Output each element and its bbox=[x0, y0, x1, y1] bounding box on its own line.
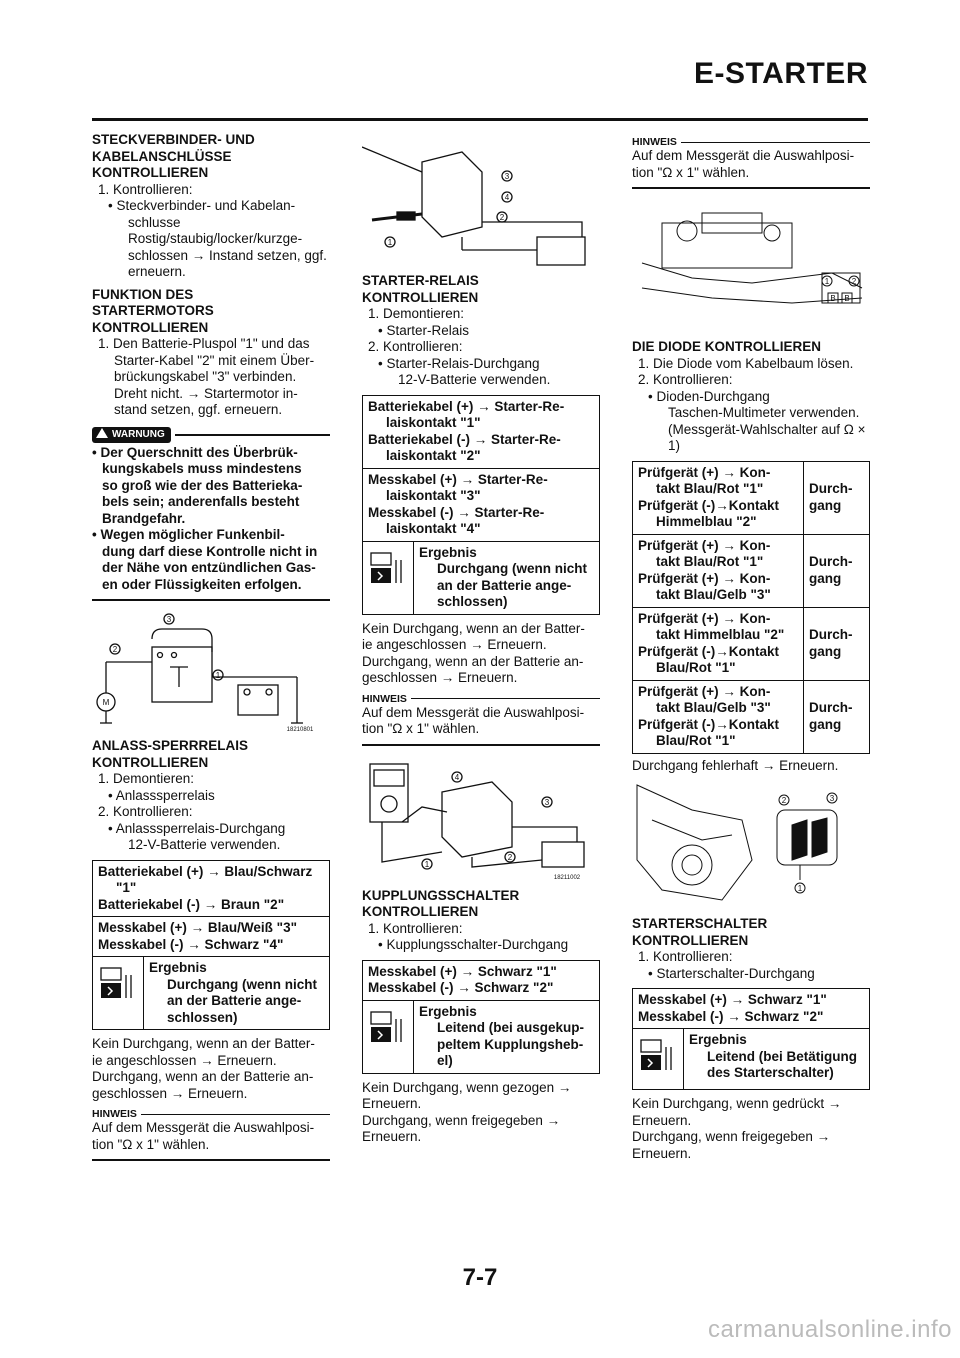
column-1 bbox=[92, 132, 330, 1161]
table-row: Batteriekabel (+) → Starter-Re- laiskontakt "1" Batteriekabel (-) → Starter-Re- laiskontakt "2" bbox=[363, 396, 599, 469]
step: 1. Kontrollieren: bbox=[638, 949, 733, 964]
result-box bbox=[362, 542, 600, 615]
title-rule bbox=[92, 118, 868, 121]
relay-meter-diagram bbox=[362, 752, 600, 882]
bullet: • Starter-Relais-Durchgang bbox=[378, 355, 540, 371]
diode-test-table bbox=[632, 461, 870, 754]
svg-text:2: 2 bbox=[112, 645, 118, 654]
note-box: HINWEIS Auf dem Messgerät die Auswahlposi- tion "Ω x 1" wählen. bbox=[362, 693, 600, 746]
section-heading: STARTER-RELAIS KONTROLLIEREN bbox=[362, 273, 479, 305]
step: 1. Die Diode vom Kabelbaum lösen. bbox=[638, 355, 854, 371]
svg-text:B: B bbox=[830, 294, 836, 303]
svg-text:3: 3 bbox=[544, 797, 550, 807]
svg-text:1: 1 bbox=[387, 238, 393, 247]
starter-motor-diagram bbox=[92, 607, 330, 732]
table-row: Prüfgerät (+) → Kon- takt Himmelblau "2" Prüfgerät (-)→Kontakt Blau/Rot "1" Durch- gang bbox=[633, 608, 869, 681]
bullet: • Starterschalter-Durchgang bbox=[648, 965, 815, 981]
bullet-text: Taschen-Multimeter verwenden. (Messgerät-Wahlschalter auf Ω × 1) bbox=[668, 405, 866, 453]
column-2 bbox=[362, 132, 600, 1146]
warning-badge: WARNUNG bbox=[92, 427, 171, 443]
warning-box bbox=[92, 427, 330, 602]
result-note: Durchgang fehlerhaft → Erneuern. bbox=[632, 757, 839, 773]
multimeter-icon bbox=[640, 1039, 674, 1071]
result-text: Ergebnis Durchgang (wenn nicht an der Batterie ange- schlossen) bbox=[149, 960, 317, 1025]
result-box bbox=[92, 957, 330, 1030]
multimeter-drawing bbox=[370, 764, 408, 822]
svg-text:3: 3 bbox=[504, 172, 510, 181]
result-box bbox=[632, 1029, 870, 1090]
step: 1. Kontrollieren: bbox=[98, 181, 193, 197]
svg-text:4: 4 bbox=[454, 772, 460, 782]
bullet-text: schlusse Rostig/staubig/locker/kurzge- schlossen → Instand setzen, ggf. erneuern. bbox=[128, 214, 327, 279]
section-heading: STARTERSCHALTER KONTROLLIEREN bbox=[632, 916, 768, 948]
section-heading: FUNKTION DES STARTERMOTORS KONTROLLIEREN bbox=[92, 286, 214, 335]
bullet: • Dioden-Durchgang bbox=[648, 388, 770, 404]
result-text: Ergebnis Durchgang (wenn nicht an der Batterie ange- schlossen) bbox=[419, 544, 587, 609]
section-heading: KUPPLUNGSSCHALTER KONTROLLIEREN bbox=[362, 887, 520, 919]
battery-symbol bbox=[238, 685, 278, 715]
relay-box bbox=[152, 647, 212, 702]
note-box: HINWEIS Auf dem Messgerät die Auswahlposi- tion "Ω x 1" wählen. bbox=[92, 1108, 330, 1161]
svg-text:2: 2 bbox=[499, 213, 505, 222]
svg-text:2: 2 bbox=[507, 852, 513, 862]
starter-relay-diagram bbox=[362, 142, 600, 267]
jumper-cable bbox=[152, 629, 212, 652]
battery-symbol bbox=[537, 237, 585, 265]
result-text: Ergebnis Leitend (bei Betätigung des Starterschalter) bbox=[689, 1032, 857, 1080]
svg-text:M: M bbox=[102, 698, 110, 707]
svg-text:B: B bbox=[844, 294, 850, 303]
result-note: Kein Durchgang, wenn an der Batter- ie angeschlossen → Erneuern. Durchgang, wenn an der Batterie an- geschlossen → Erneuern. bbox=[92, 1036, 315, 1101]
step: 2. Kontrollieren: bbox=[98, 804, 193, 819]
bullet: • Kupplungsschalter-Durchgang bbox=[378, 937, 569, 952]
handlebar-drawing bbox=[637, 785, 752, 900]
column-3 bbox=[632, 132, 870, 1162]
result-box bbox=[362, 1001, 600, 1074]
note-box: HINWEIS Auf dem Messgerät die Auswahlposi- tion "Ω x 1" wählen. bbox=[632, 136, 870, 189]
bullet-text: 12-V-Batterie verwenden. bbox=[398, 372, 551, 387]
page-number: 7-7 bbox=[462, 1264, 498, 1291]
bullet: • Starter-Relais bbox=[378, 322, 469, 338]
svg-text:1: 1 bbox=[824, 277, 830, 286]
step: 1. Den Batterie-Pluspol "1" und das bbox=[98, 336, 310, 351]
result-text: Ergebnis Leitend (bei ausgekup- peltem Kupplungsheb- el) bbox=[419, 1003, 585, 1068]
multimeter-icon bbox=[370, 1011, 404, 1043]
svg-text:3: 3 bbox=[829, 794, 835, 803]
svg-text:1821​0801: 1821​0801 bbox=[286, 727, 314, 732]
table-row: Messkabel (+) → Schwarz "1" Messkabel (-) → Schwarz "2" bbox=[368, 963, 557, 995]
svg-text:2: 2 bbox=[781, 796, 787, 805]
step: 2. Kontrollieren: bbox=[368, 339, 463, 354]
svg-text:1: 1 bbox=[215, 671, 221, 680]
relay-body bbox=[442, 782, 512, 857]
table-row: Messkabel (+) → Blau/Weiß "3" Messkabel (-) → Schwarz "4" bbox=[98, 920, 297, 952]
svg-text:1: 1 bbox=[797, 884, 803, 893]
warning-icon bbox=[96, 428, 108, 438]
table-row: Prüfgerät (+) → Kon- takt Blau/Rot "1" Prüfgerät (-)→Kontakt Himmelblau "2" Durch- gang bbox=[633, 462, 869, 535]
battery-symbol bbox=[542, 842, 584, 867]
section-heading: STECKVERBINDER- UND KABELANSCHLÜSSE KONTROLLIEREN bbox=[92, 132, 255, 180]
step: 2. Kontrollieren: bbox=[638, 372, 733, 387]
svg-text:2: 2 bbox=[851, 277, 857, 286]
page-title: E-STARTER bbox=[694, 57, 868, 90]
result-note: Kein Durchgang, wenn an der Batter- ie angeschlossen → Erneuern. Durchgang, wenn an der Batterie an- geschlossen → Erneuern. bbox=[362, 620, 585, 685]
diode-location-diagram bbox=[632, 203, 870, 333]
connection-table bbox=[632, 988, 870, 1029]
section-heading: DIE DIODE KONTROLLIEREN bbox=[632, 339, 822, 354]
step: 1. Demontieren: bbox=[98, 771, 195, 786]
table-row: Prüfgerät (+) → Kon- takt Blau/Rot "1" Prüfgerät (+) → Kon- takt Blau/Gelb "3" Durch- gang bbox=[633, 535, 869, 608]
table-row: Batteriekabel (+) → Blau/Schwarz "1" Batteriekabel (-) → Braun "2" bbox=[93, 861, 329, 918]
svg-text:1: 1 bbox=[424, 859, 430, 869]
step: 1. Kontrollieren: bbox=[368, 920, 463, 936]
warning-text: • Der Querschnitt des Überbrük- kungskabels muss mindestens so groß wie der des Batterieka- bels sein; anderenfalls besteht Brandgefahr. • Wegen möglicher Funkenbil- dung darf diese Kontrolle nicht in der Nähe von entzündlichen Gas- en oder Flüssigkeiten erfolgen. bbox=[92, 445, 330, 602]
bullet: • Anlasssperrelais bbox=[108, 787, 215, 803]
connection-table bbox=[92, 860, 330, 958]
svg-text:3: 3 bbox=[166, 615, 172, 624]
bullet-text: 12-V-Batterie verwenden. bbox=[128, 837, 281, 852]
bullet: • Steckverbinder- und Kabelan- bbox=[108, 198, 296, 213]
bullet: • Anlasssperrelais-Durchgang bbox=[108, 820, 286, 836]
table-row: Prüfgerät (+) → Kon- takt Blau/Gelb "3" Prüfgerät (-)→Kontakt Blau/Rot "1" Durch- gang bbox=[633, 681, 869, 753]
svg-text:4: 4 bbox=[504, 193, 510, 202]
table-row: Messkabel (+) → Schwarz "1" Messkabel (-) → Schwarz "2" bbox=[638, 992, 827, 1024]
section-heading: ANLASS-SPERRRELAIS KONTROLLIEREN bbox=[92, 738, 249, 770]
watermark: carmanualsonline.info bbox=[708, 1316, 952, 1343]
starter-switch-diagram bbox=[632, 780, 870, 910]
connection-table bbox=[362, 960, 600, 1001]
step-text: Starter-Kabel "2" mit einem Über- brückungskabel "3" verbinden. Dreht nicht. → Startermotor in- stand setzen, ggf. erneuern. bbox=[114, 352, 315, 417]
result-note: Kein Durchgang, wenn gezogen → Erneuern. Durchgang, wenn freigegeben → Erneuern. bbox=[362, 1079, 572, 1144]
relay-body bbox=[422, 152, 482, 237]
multimeter-icon bbox=[370, 552, 404, 584]
table-row: Messkabel (+) → Starter-Re- laiskontakt "3" Messkabel (-) → Starter-Re- laiskontakt "4" bbox=[368, 471, 548, 536]
frame-drawing bbox=[662, 223, 792, 268]
svg-text:1821​1002: 1821​1002 bbox=[553, 874, 581, 881]
connection-table bbox=[362, 395, 600, 542]
result-note: Kein Durchgang, wenn gedrückt → Erneuern. Durchgang, wenn freigegeben → Erneuern. bbox=[632, 1096, 842, 1161]
multimeter-icon bbox=[100, 967, 134, 999]
step: 1. Demontieren: bbox=[368, 306, 465, 321]
